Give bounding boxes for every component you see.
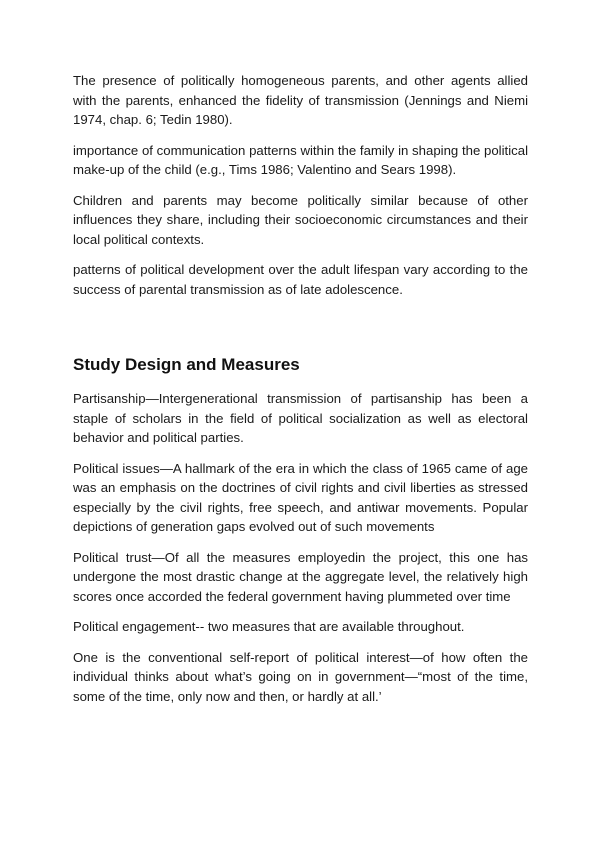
section-heading: Study Design and Measures: [73, 355, 300, 374]
paragraph-homogeneous-parents: The presence of politically homogeneous parents, and other agents allied with the parents, enhanced the fidelity of transmission (Jennings and Niemi 1974, chap. 6; Tedin 1980).: [73, 73, 528, 127]
paragraph-political-engagement: Political engagement-- two measures that are available throughout.: [73, 619, 465, 634]
paragraph-political-trust: Political trust—Of all the measures employedin the project, this one has undergone the most drastic change at the aggregate level, the relatively high scores once accorded the federal government having plummeted over time: [73, 549, 528, 604]
paragraph-communication-patterns: importance of communication patterns within the family in shaping the political make-up of the child (e.g., Tims 1986; Valentino and Sears 1998).: [73, 142, 528, 177]
paragraph-partisanship: Partisanship—Intergenerational transmission of partisanship has been a staple of scholars in the field of political socialization as well as electoral behavior and political parties.: [73, 391, 528, 445]
paragraph-adult-lifespan: patterns of political development over the adult lifespan vary according to the success of parental transmission as of late adolescence.: [73, 262, 528, 297]
document-page: [73, 71, 528, 706]
paragraph-political-issues: Political issues—A hallmark of the era in which the class of 1965 came of age was an emphasis on the doctrines of civil rights and civil liberties as stressed especially by the civil rights, free speech, and antiwar movements. Popular depictions of generation gaps evolved out of such movements: [73, 460, 528, 534]
paragraph-political-interest: One is the conventional self-report of political interest—of how often the individual thinks about what’s going on in government—“most of the time, some of the time, only now and then, or hardly at all.’: [73, 649, 528, 704]
paragraph-shared-influences: Children and parents may become politically similar because of other influences they share, including their socioeconomic circumstances and their local political contexts.: [73, 192, 528, 247]
